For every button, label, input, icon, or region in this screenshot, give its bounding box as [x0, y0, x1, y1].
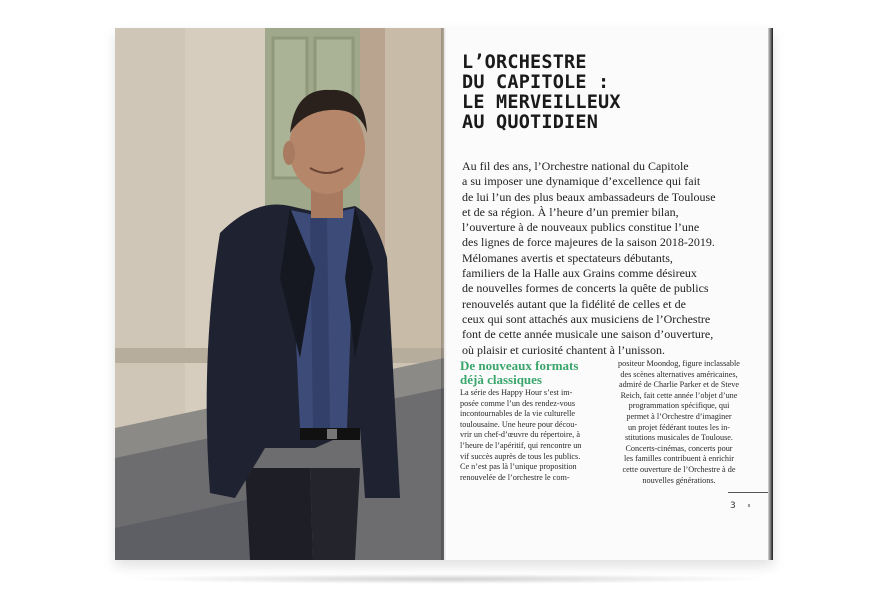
page-edge: [768, 28, 773, 560]
body-line: Ce n’est pas là l’unique proposition: [460, 462, 577, 472]
subhead-line: De nouveaux formats: [460, 358, 579, 373]
body-line: un projet fédérant toutes les in-: [627, 422, 731, 432]
intro-line: l’ouverture à de nouveaux publics constitue l’une: [462, 220, 700, 235]
title-line: L’ORCHESTRE: [462, 52, 587, 73]
body-line: les familles contribuent à enrichir: [623, 454, 735, 464]
title-line: AU QUOTIDIEN: [462, 112, 599, 133]
body-line: vrir un chef-d’œuvre du répertoire, à: [460, 430, 581, 440]
intro-line: et de sa région. À l’heure d’un premier bilan,: [462, 204, 679, 219]
body-line: positeur Moondog, figure inclassable: [618, 359, 740, 368]
intro-line: renouvelés autant que la fidélité de celles et de: [462, 296, 686, 311]
intro-line: font de cette année musicale une saison d’ouverture,: [462, 327, 714, 342]
folio-mark: [748, 504, 750, 507]
body-line: stitutions musicales de Toulouse.: [625, 433, 733, 443]
footer-rule: [728, 492, 768, 493]
portrait-illustration: [115, 28, 444, 560]
body-line: La série des Happy Hour s’est im-: [460, 388, 573, 397]
intro-line: ceux qui sont attachés aux musiciens de l’Orchestre: [462, 311, 711, 326]
intro-line: familiers de la Halle aux Grains comme désireux: [462, 266, 697, 281]
intro-line: Au fil des ans, l’Orchestre national du Capitole: [462, 159, 689, 173]
body-line: posée comme l’un des rendez-vous: [460, 398, 576, 408]
intro-line: où plaisir et curiosité chantent à l’unisson.: [462, 342, 665, 357]
intro-line: de lui l’un des plus beaux ambassadeurs de Toulouse: [462, 189, 716, 204]
body-column-left: [460, 388, 608, 483]
body-column-right: [598, 359, 760, 486]
title-line: LE MERVEILLEUX: [462, 92, 621, 113]
booklet-spread: [115, 28, 773, 560]
body-line: Concerts-cinémas, concerts pour: [625, 443, 733, 453]
section-subhead: [460, 359, 600, 386]
text-page: [446, 28, 768, 560]
body-line: Reich, fait cette année l’objet d’une: [620, 390, 738, 400]
body-line: renouvelée de l’orchestre le com-: [460, 472, 570, 482]
page-title: [462, 53, 762, 133]
intro-line: Mélomanes avertis et spectateurs débutants,: [462, 250, 673, 265]
title-line: DU CAPITOLE :: [462, 72, 610, 93]
body-line: l’heure de l’apéritif, qui rencontre un: [460, 440, 582, 450]
body-line: nouvelles générations.: [642, 475, 716, 485]
body-line: incontournables de la vie culturelle: [460, 409, 576, 419]
body-line: des scènes alternatives américaines,: [620, 369, 738, 379]
body-line: programmation spécifique, qui: [628, 401, 730, 411]
body-line: toulousaine. Une heure pour décou-: [460, 419, 578, 429]
booklet-shadow: [122, 574, 772, 584]
intro-line: des lignes de force majeures de la saison 2018-2019.: [462, 235, 715, 250]
body-line: permet à l’Orchestre d’imaginer: [626, 411, 732, 421]
intro-line: de nouvelles formes de concerts la quête de publics: [462, 281, 709, 296]
intro-paragraph: [462, 159, 758, 358]
body-line: vif succès auprès de tous les publics.: [460, 451, 581, 461]
portrait-photo: [115, 28, 444, 560]
subhead-line: déjà classiques: [460, 371, 542, 387]
body-line: cette ouverture de l’Orchestre à de: [622, 464, 736, 474]
body-line: admiré de Charlie Parker et de Steve: [618, 380, 740, 390]
intro-line: a su imposer une dynamique d’excellence qui fait: [462, 174, 701, 189]
page-number: 3: [730, 501, 736, 511]
